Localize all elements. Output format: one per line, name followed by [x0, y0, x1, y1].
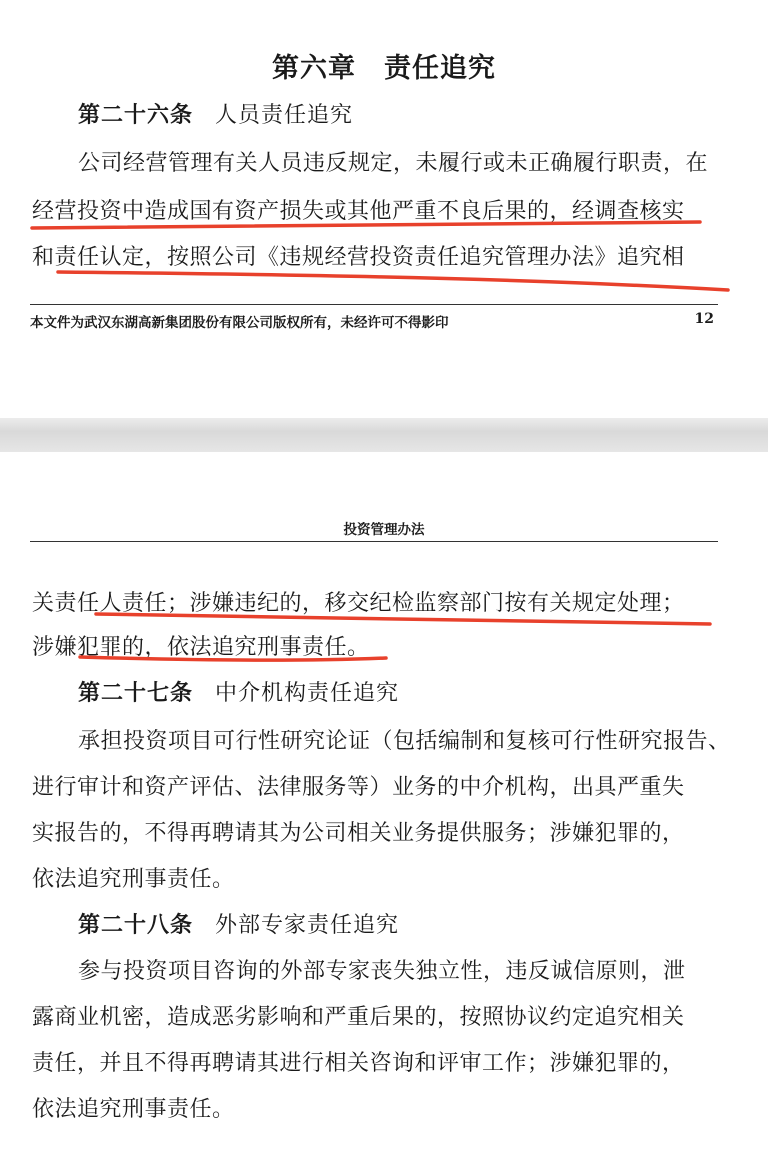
article-number: 第二十六条 [78, 102, 194, 128]
header-divider [30, 541, 718, 542]
paragraph-line: 依法追究刑事责任。 [32, 1097, 235, 1122]
copyright-footer: 本文件为武汉东湖高新集团股份有限公司版权所有，未经许可不得影印 [30, 315, 449, 331]
article-28-heading [78, 908, 399, 939]
page-separator [0, 418, 768, 452]
paragraph-line: 责任，并且不得再聘请其进行相关咨询和评审工作；涉嫌犯罪的， [32, 1051, 685, 1076]
paragraph-line: 实报告的，不得再聘请其为公司相关业务提供服务；涉嫌犯罪的， [32, 821, 685, 846]
article-number: 第二十八条 [78, 912, 194, 938]
paragraph-line: 和责任认定，按照公司《违规经营投资责任追究管理办法》追究相 [32, 245, 685, 270]
running-header: 投资管理办法 [343, 522, 425, 538]
paragraph-line: 关责任人责任；涉嫌违纪的，移交纪检监察部门按有关规定处理； [32, 591, 685, 616]
document-page-12 [0, 0, 768, 418]
article-title: 中介机构责任追究 [215, 681, 400, 706]
document-page-13 [0, 452, 768, 1168]
footer-divider [30, 304, 718, 305]
paragraph-line: 涉嫌犯罪的，依法追究刑事责任。 [32, 635, 370, 660]
paragraph-line: 依法追究刑事责任。 [32, 867, 235, 892]
article-title: 外部专家责任追究 [215, 913, 400, 938]
paragraph-line: 进行审计和资产评估、法律服务等）业务的中介机构，出具严重失 [32, 775, 685, 800]
chapter-title: 第六章 责任追究 [272, 53, 496, 84]
article-26-heading [78, 98, 353, 129]
paragraph-line: 露商业机密，造成恶劣影响和严重后果的，按照协议约定追究相关 [32, 1005, 685, 1030]
article-number: 第二十七条 [78, 680, 194, 706]
paragraph-line: 参与投资项目咨询的外部专家丧失独立性，违反诚信原则，泄 [78, 959, 686, 984]
paragraph-line: 公司经营管理有关人员违反规定，未履行或未正确履行职责，在 [78, 151, 709, 176]
page-number: 12 [694, 311, 714, 327]
paragraph-line: 经营投资中造成国有资产损失或其他严重不良后果的，经调查核实 [32, 199, 685, 224]
article-title: 人员责任追究 [215, 103, 354, 128]
paragraph-line: 承担投资项目可行性研究论证（包括编制和复核可行性研究报告、 [78, 729, 731, 754]
article-27-heading [78, 676, 399, 707]
